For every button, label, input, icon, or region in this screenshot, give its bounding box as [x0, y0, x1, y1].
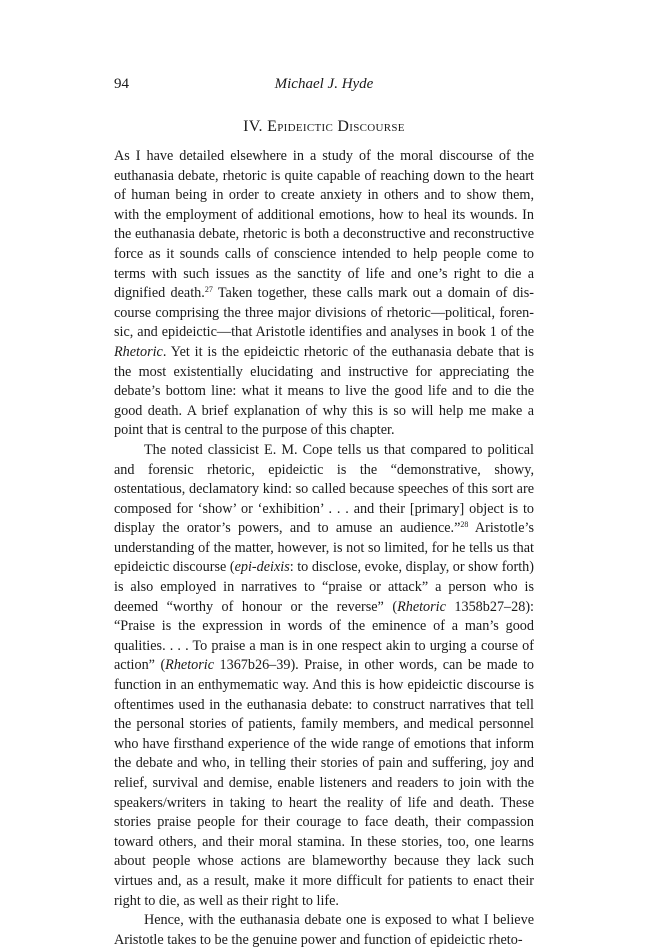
title-rhetoric: Rhetoric [165, 657, 215, 674]
page-number: 94 [114, 76, 129, 92]
footnote-ref-27: 27 [204, 285, 213, 295]
running-head-author: Michael J. Hyde [274, 76, 374, 92]
paragraph-1 [114, 147, 534, 441]
footnote-ref-28: 28 [460, 520, 469, 530]
page-header [114, 76, 534, 96]
paragraph-2-text-c: : to disclose, evoke, display, or show forth) is also employed in narratives to “praise or attack” a person who is deemed “worthy of honour or the reverse” ( [114, 559, 534, 615]
paragraph-1-text-c: . Yet it is the epideictic rhetoric of the euthanasia debate that is the most existentially elucidating and instructive for appreciating the debate’s bottom line: what it means to live the good life and to die the good death. A brief explanation of why this is so will help me make a point that is central to the purpose of this chapter. [114, 343, 534, 439]
paragraph-2 [114, 441, 534, 911]
term-epi-deixis: epi-deixis [234, 559, 290, 576]
paragraph-2-text-d: 1358b27–28): “Praise is the expression in words of the eminence of a man’s good qualities. . . . To praise a man is in one respect akin to urging a course of action” ( [114, 598, 534, 674]
section-heading: IV. Epideictic Discourse [243, 118, 405, 135]
paragraph-1-text-b: Taken together, these calls mark out a domain of discourse comprising the three major divisions of rhetoric—political, forensic, and epideictic—that Aristotle identifies and analyses in book 1 of the [114, 285, 534, 341]
paragraph-3 [114, 911, 534, 950]
paragraph-3-text-a: Hence, with the euthanasia debate one is exposed to what I believe Aristotle takes to be the genuine power and function of epideictic rheto- [114, 912, 534, 948]
paragraph-1-text-a: As I have detailed elsewhere in a study of the moral discourse of the euthanasia debate, rhetoric is quite capable of reaching down to the heart of human being in order to create anxiety in others and to show them, with the employment of additional emotions, how to heal its wounds. In the euthanasia debate, rhetoric is both a deconstructive and reconstructive force as it sounds calls of conscience intended to help people come to terms with such issues as the sanctity of life and one’s right to die a dignified death. [114, 148, 534, 302]
body-text [114, 147, 534, 950]
title-rhetoric: Rhetoric [114, 343, 163, 360]
paragraph-2-text-e: 1367b26–39). Praise, in other words, can be made to function in an enthymematic way. And this is how epideictic discourse is oftentimes used in the euthanasia debate: to construct narratives that tell the personal stories of patients, family members, and medical personnel who have firsthand experience of the wide range of emotions that inform the debate and who, in telling their stories of pain and suffering, joy and relief, survival and demise, enable listeners and readers to join with the speakers/writers in taking to heart the reality of life and death. These stories praise people for their courage to face death, their compassion toward others, and their moral stamina. In these stories, too, one learns about people whose actions are blameworthy because they lack such virtues and, as a result, make it more difficult for patients to enact their right to die, as well as their right to life. [114, 657, 534, 909]
title-rhetoric: Rhetoric [397, 598, 446, 615]
paragraph-2-text-b: Aristotle’s understanding of the matter, however, is not so limited, for he tells us that epideictic discourse ( [114, 520, 535, 576]
paragraph-2-text-a: The noted classicist E. M. Cope tells us that compared to political and forensic rhetoric, epideictic is the “demonstrative, showy, ostentatious, declamatory kind: so called because speeches of this sort are composed for ‘show’ or ‘exhibition’ . . . and their [primary] object is to display the orator’s powers, and to amuse an audience.” [114, 441, 534, 537]
